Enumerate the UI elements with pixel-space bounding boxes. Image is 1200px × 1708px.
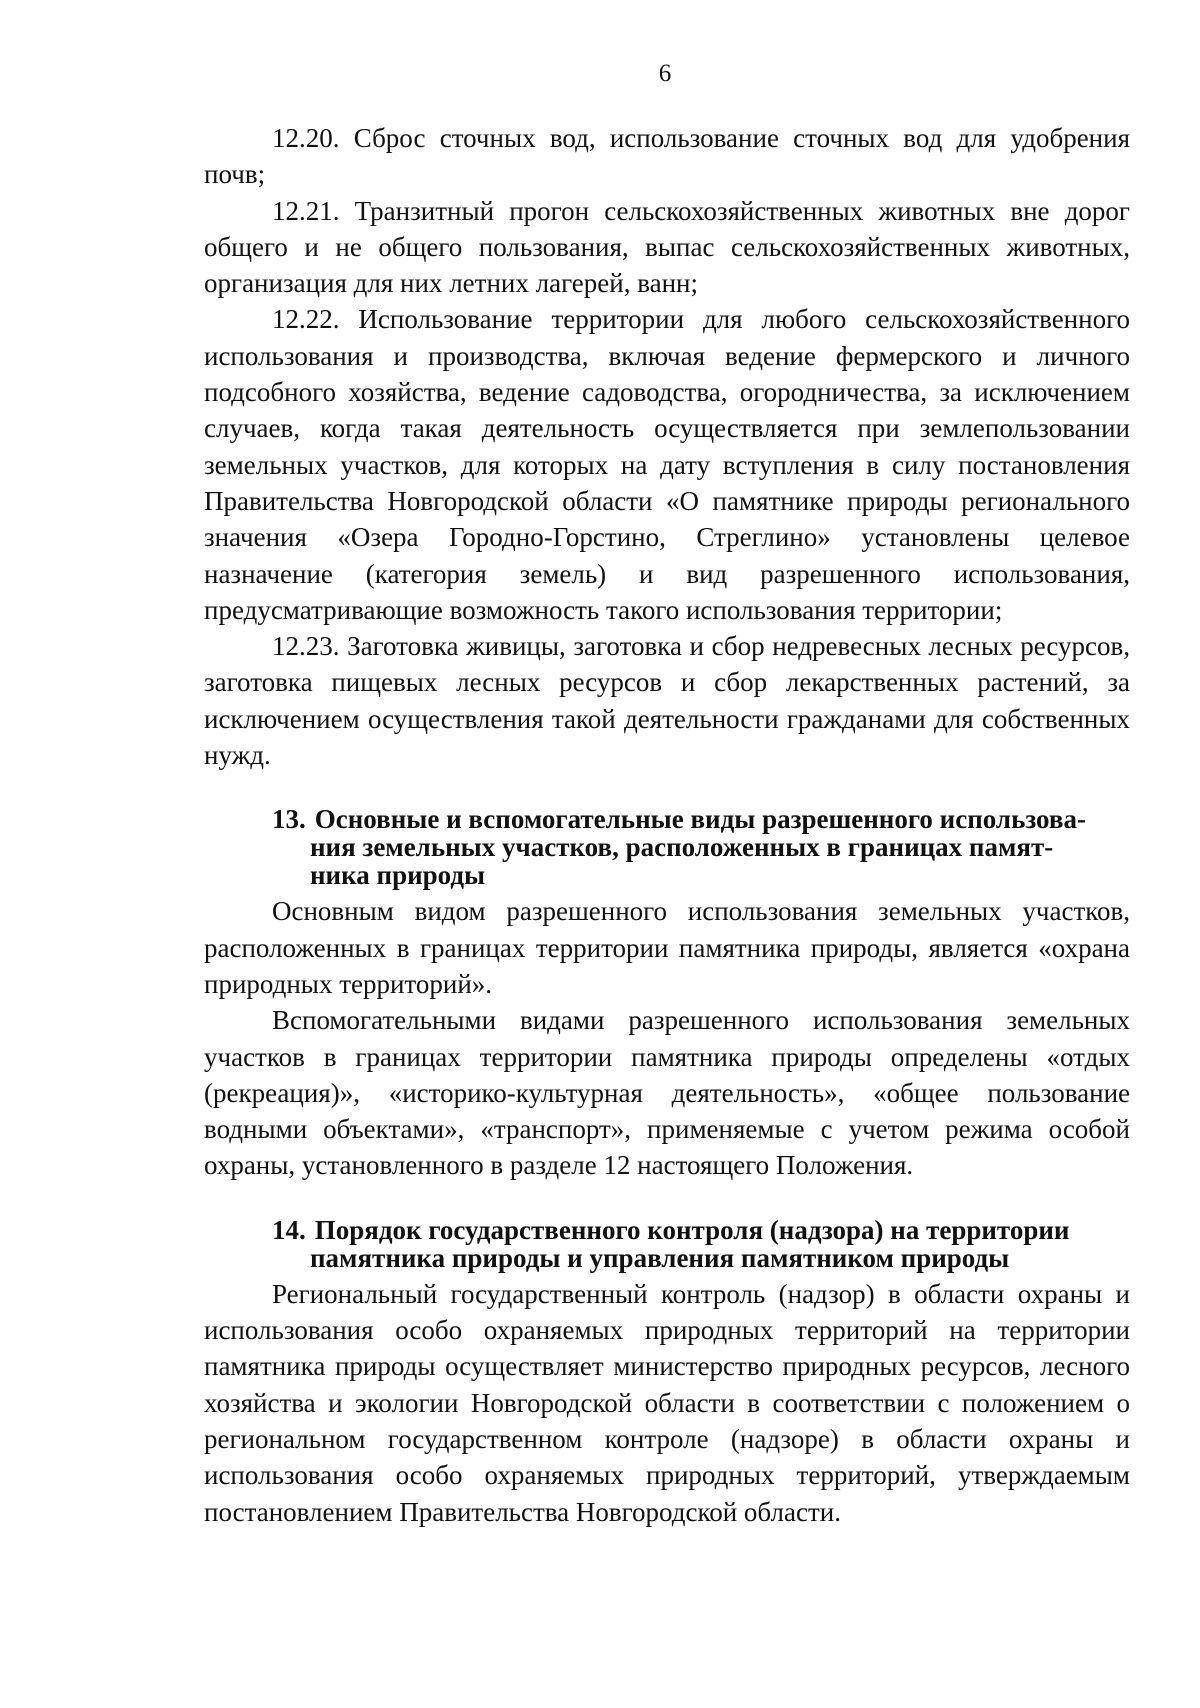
section-13-heading xyxy=(204,805,1130,889)
section-14-heading xyxy=(204,1216,1130,1272)
section-14-title-line: Порядок государственного контроля (надзора) на территории xyxy=(314,1214,1070,1245)
section-13-number: 13. xyxy=(272,804,306,835)
section-13-title-line: ния земельных участков, расположенных в границах памят- xyxy=(310,832,1054,863)
section-13-paragraph: Основным видом разрешенного использования земельных участков, расположенных в границах территории памятника природы, является «охрана природных территорий». xyxy=(204,896,1130,999)
page-number: 6 xyxy=(658,60,672,87)
paragraph-12-22: 12.22. Использование территории для любого сельскохозяйственного использования и производства, включая ведение фермерского и личного подсобного хозяйства, ведение садоводства, огородничества, за исключением случаев, когда такая деятельность осуществляется при землепользовании земельных участков, для которых на дату вступления в силу постановления Правительства Новгородской области «О памятнике природы регионального значения «Озера Городно-Горстино, Стреглино» установлены целевое назначение (категория земель) и вид разрешенного использования, предусматривающие возможность такого использования территории; xyxy=(204,304,1130,625)
paragraph-12-20: 12.20. Сброс сточных вод, использование сточных вод для удобрения почв; xyxy=(204,123,1130,190)
section-14-heading-line-1 xyxy=(272,1216,1130,1244)
section-13-title-line: Основные и вспомогательные виды разрешенного использова- xyxy=(314,804,1086,835)
section-14-title-line: памятника природы и управления памятником природы xyxy=(310,1242,1010,1273)
section-14-number: 14. xyxy=(272,1214,306,1245)
paragraph-12-23: 12.23. Заготовка живицы, заготовка и сбор недревесных лесных ресурсов, заготовка пищевых лесных ресурсов и сбор лекарственных растений, за исключением осуществления такой деятельности гражданами для собственных нужд. xyxy=(204,631,1130,771)
section-13-heading-line-1 xyxy=(272,805,1130,833)
paragraph-12-21: 12.21. Транзитный прогон сельскохозяйственных животных вне дорог общего и не общего пользования, выпас сельскохозяйственных животных, организация для них летних лагерей, ванн; xyxy=(204,195,1130,299)
document-body xyxy=(204,120,1130,1530)
section-13-paragraph: Вспомогательными видами разрешенного использования земельных участков в границах территории памятника природы определены «отдых (рекреация)», «историко-культурная деятельность», «общее пользование водными объектами», «транспорт», применяемые с учетом режима особой охраны, установленного в разделе 12 настоящего Положения. xyxy=(204,1005,1130,1181)
section-14-paragraph: Региональный государственный контроль (надзор) в области охраны и использования особо охраняемых природных территорий на территории памятника природы осуществляет министерство природных ресурсов, лесного хозяйства и экологии Новгородской области в соответствии с положением о региональном государственном контроле (надзоре) в области охраны и использования особо охраняемых природных территорий, утверждаемым постановлением Правительства Новгородской области. xyxy=(204,1278,1130,1527)
section-13-title-line: ника природы xyxy=(310,860,486,891)
